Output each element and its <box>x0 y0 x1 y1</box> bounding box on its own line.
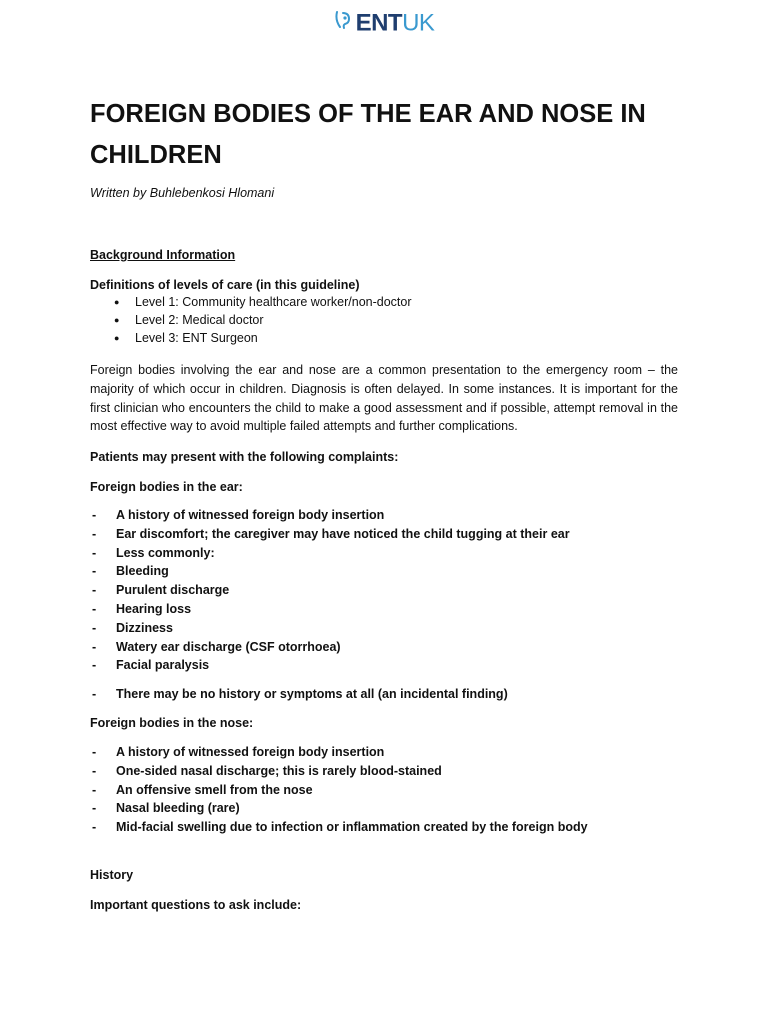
ear-icon <box>334 9 354 39</box>
list-item: - Hearing loss <box>90 600 570 619</box>
list-item: - Facial paralysis <box>90 656 570 675</box>
list-item: - Dizziness <box>90 619 570 638</box>
list-item: - Purulent discharge <box>90 581 570 600</box>
list-item: - Nasal bleeding (rare) <box>90 799 588 818</box>
list-item: ● Level 2: Medical doctor <box>90 311 412 329</box>
list-item: - Bleeding <box>90 562 570 581</box>
list-item: - Ear discomfort; the caregiver may have noticed the child tugging at their ear <box>90 525 570 544</box>
logo-text-ent: ENT <box>355 9 403 37</box>
ear-symptoms-list <box>90 506 570 675</box>
definitions-heading: Definitions of levels of care (in this guideline) <box>90 278 360 292</box>
present-line: Patients may present with the following complaints: <box>90 450 399 464</box>
ear-heading: Foreign bodies in the ear: <box>90 480 243 494</box>
list-item: - An offensive smell from the nose <box>90 781 588 800</box>
levels-list <box>90 293 412 347</box>
author-byline: Written by Buhlebenkosi Hlomani <box>90 186 275 200</box>
logo-text-uk: UK <box>402 9 435 37</box>
nose-symptoms-list <box>90 743 588 837</box>
list-item: - Mid-facial swelling due to infection or inflammation created by the foreign body <box>90 818 588 837</box>
nose-heading: Foreign bodies in the nose: <box>90 716 254 730</box>
intro-paragraph: Foreign bodies involving the ear and nose are a common presentation to the emergency room – the majority of which occur in children. Diagnosis is often delayed. In some instances. It is important for the first clinician who encounters the child to make a good assessment and if possible, attempt removal in the most effective way to avoid multiple failed attempts and further complications. <box>90 363 678 434</box>
list-item: ● Level 3: ENT Surgeon <box>90 329 412 347</box>
list-item: - A history of witnessed foreign body insertion <box>90 743 588 762</box>
ear-extra-list <box>90 685 508 704</box>
entuk-logo <box>0 8 768 39</box>
history-heading: History <box>90 868 134 882</box>
list-item: - Watery ear discharge (CSF otorrhoea) <box>90 638 570 657</box>
list-item: ● Level 1: Community healthcare worker/non-doctor <box>90 293 412 311</box>
list-item: - A history of witnessed foreign body insertion <box>90 506 570 525</box>
list-item: - Less commonly: <box>90 544 570 563</box>
background-heading: Background Information <box>90 248 236 262</box>
list-item: - There may be no history or symptoms at all (an incidental finding) <box>90 685 508 704</box>
page-title: FOREIGN BODIES OF THE EAR AND NOSE IN CHILDREN <box>90 100 646 169</box>
list-item: - One-sided nasal discharge; this is rarely blood-stained <box>90 762 588 781</box>
questions-line: Important questions to ask include: <box>90 898 302 912</box>
